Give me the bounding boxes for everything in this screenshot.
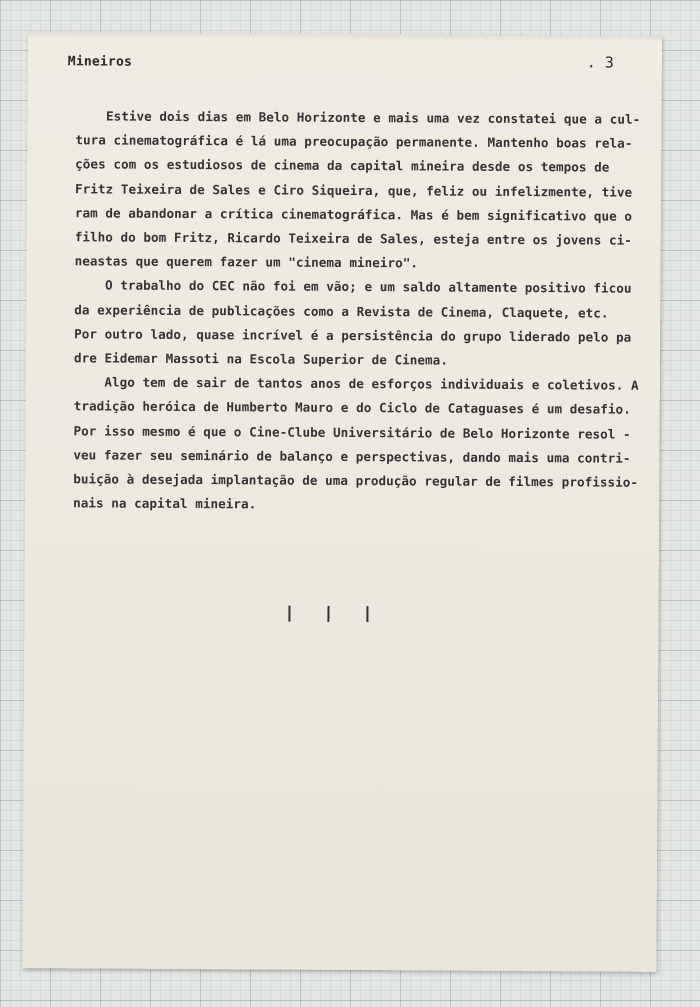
separator-mark: [327, 606, 329, 622]
section-separator: [288, 606, 368, 626]
text-line: Algo tem de sair de tantos anos de esforços individuais e coletivos. A: [73, 374, 639, 393]
text-line: ções com os estudiosos de cinema da capital mineira desde os tempos de: [75, 156, 610, 175]
text-line: Por isso mesmo é que o Cine-Clube Universitário de Belo Horizonte resol -: [73, 422, 631, 442]
running-head: Mineiros: [67, 54, 133, 70]
typewritten-page: [22, 32, 662, 972]
text-line: Estive dois dias em Belo Horizonte e mais uma vez constatei que a cul-: [75, 108, 641, 127]
text-line: da experiência de publicações como a Revista de Cinema, Claquete, etc.: [74, 301, 609, 321]
text-line: buição à desejada implantação de uma produção regular de filmes profissio-: [73, 471, 639, 490]
text-line: tura cinematográfica é lá uma preocupação permanente. Mantenho boas rela-: [75, 132, 633, 151]
page-number: . 3: [586, 53, 614, 72]
text-line: ram de abandonar a crítica cinematográfica. Mas é bem significativo que o: [74, 205, 633, 224]
separator-mark: [366, 606, 368, 622]
text-line: neastas que querem fazer um "cinema mineiro".: [74, 253, 419, 271]
text-line: Fritz Teixeira de Sales e Ciro Siqueira, que, feliz ou infelizmente, tive: [74, 180, 633, 200]
text-line: Por outro lado, quase incrível é a persistência do grupo liderado pelo pa: [74, 326, 632, 345]
text-line: dre Eidemar Massoti na Escola Superior de Cinema.: [73, 350, 449, 368]
text-line: veu fazer seu seminário de balanço e perspectivas, dando mais uma contri-: [73, 447, 631, 466]
text-line: O trabalho do CEC não foi em vão; e um saldo altamente positivo ficou: [74, 277, 632, 297]
paragraph-1: [74, 104, 641, 277]
body-text: [73, 104, 641, 519]
separator-mark: [288, 606, 290, 622]
paragraph-2: [74, 274, 635, 374]
text-line: tradição heróica de Humberto Mauro e do Ciclo de Cataguases é um desafio.: [73, 398, 631, 418]
text-line: nais na capital mineira.: [73, 495, 257, 512]
paragraph-3: [73, 371, 639, 520]
text-line: filho do bom Fritz, Ricardo Teixeira de Sales, esteja entre os jovens ci-: [74, 229, 632, 248]
